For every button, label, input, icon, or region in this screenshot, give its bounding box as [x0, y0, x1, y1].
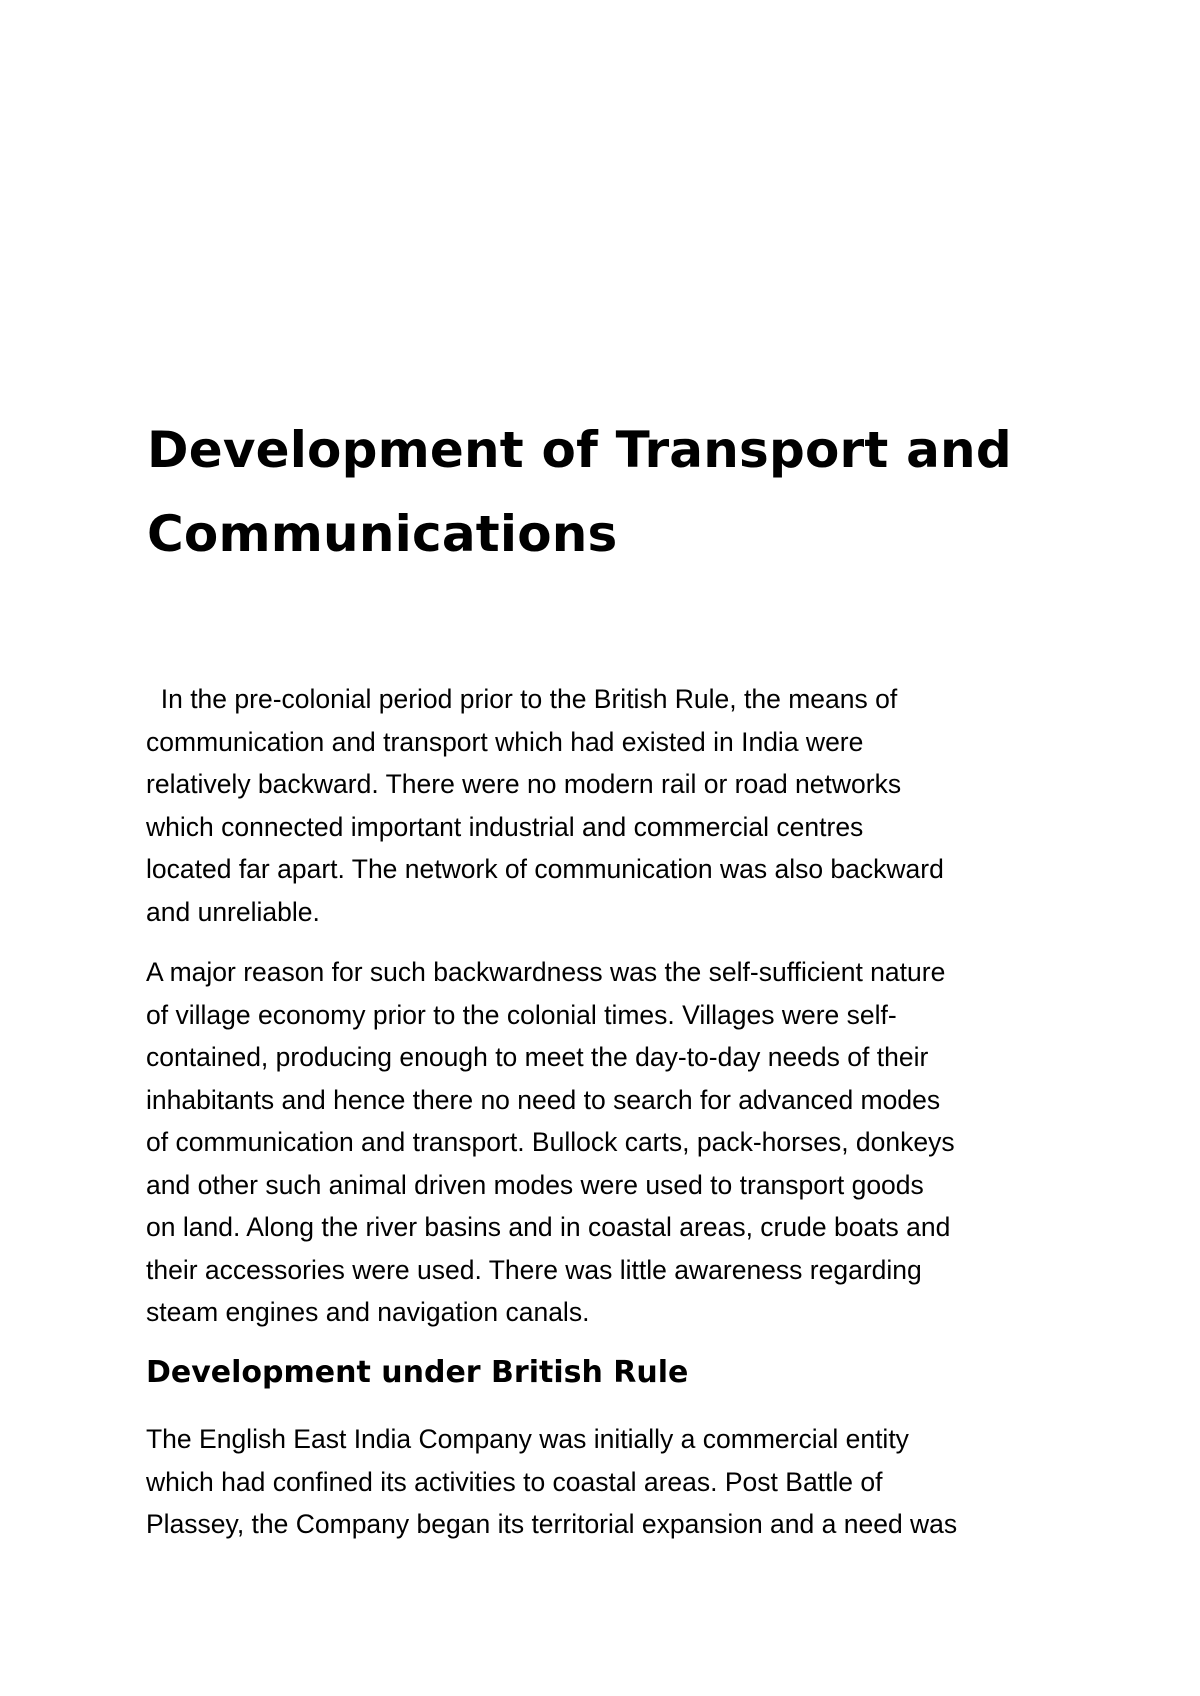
- text-line: inhabitants and hence there no need to search for advanced modes: [146, 1084, 941, 1115]
- text-line: their accessories were used. There was little awareness regarding: [146, 1254, 922, 1285]
- text-line: and other such animal driven modes were used to transport goods: [146, 1169, 924, 1200]
- text-line: located far apart. The network of communication was also backward: [146, 854, 944, 884]
- text-line: of village economy prior to the colonial times. Villages were self-: [146, 999, 897, 1030]
- text-line: and unreliable.: [146, 896, 320, 927]
- paragraph-british-rule: [146, 1418, 1106, 1546]
- text-line: which had confined its activities to coastal areas. Post Battle of: [146, 1466, 883, 1497]
- text-line: The English East India Company was initially a commercial entity: [146, 1424, 909, 1454]
- paragraph-backwardness-reason: [146, 951, 1106, 1334]
- text-line: on land. Along the river basins and in coastal areas, crude boats and: [146, 1212, 951, 1242]
- text-line: contained, producing enough to meet the day-to-day needs of their: [146, 1042, 929, 1072]
- text-line: communication and transport which had existed in India were: [146, 726, 864, 757]
- title-line: Communications: [147, 505, 618, 563]
- title-line: Development of Transport and: [147, 421, 1012, 479]
- text-line: which connected important industrial and commercial centres: [146, 811, 864, 842]
- text-line: of communication and transport. Bullock carts, pack-horses, donkeys: [146, 1127, 955, 1157]
- text-line: steam engines and navigation canals.: [146, 1297, 590, 1327]
- document-title: [147, 408, 1107, 576]
- text-line: A major reason for such backwardness was the self-sufficient nature: [146, 957, 946, 987]
- text-line: In the pre-colonial period prior to the British Rule, the means of: [146, 684, 898, 714]
- section-heading: Development under British Rule: [146, 1355, 689, 1390]
- text-line: Plassey, the Company began its territorial expansion and a need was: [146, 1509, 958, 1539]
- paragraph-pre-colonial: [146, 678, 1106, 933]
- text-line: relatively backward. There were no modern rail or road networks: [146, 769, 902, 799]
